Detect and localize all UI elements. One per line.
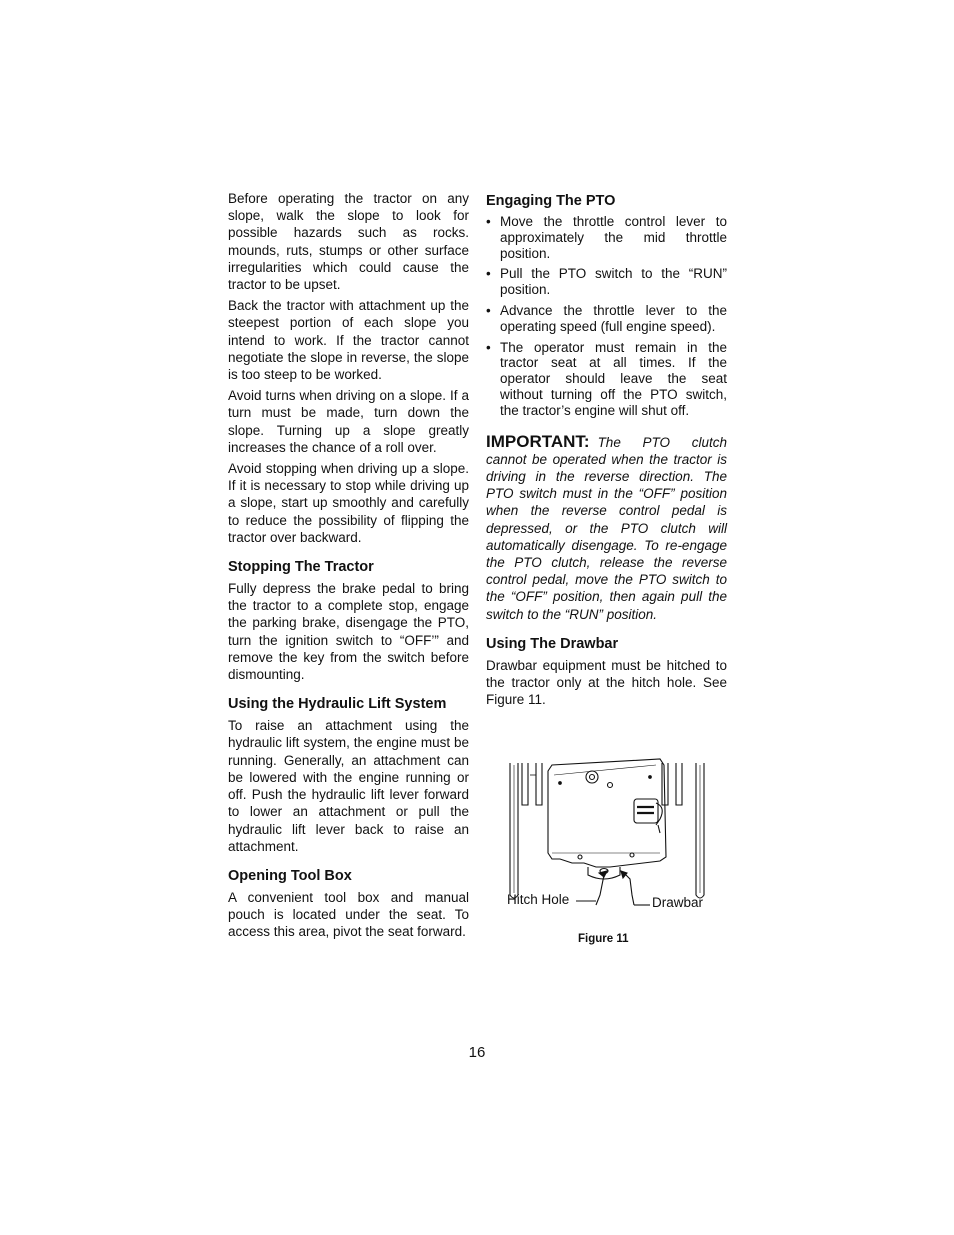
left-column	[228, 190, 469, 945]
bullet-icon: •	[486, 302, 491, 318]
pto-bullet-2	[486, 266, 727, 298]
right-column	[486, 190, 727, 712]
intro-paragraph-2: Back the tractor with attachment up the steepest portion of each slope you intend to work. If the tractor cannot negotiate the slope in reverse, the slope is too steep to be worked.	[228, 298, 469, 383]
stopping-heading: Stopping The Tractor	[228, 559, 374, 576]
pto-bullet-text: Advance the throttle lever to the operating speed (full engine speed).	[500, 302, 727, 334]
pto-bullet-4	[486, 340, 727, 419]
label-hitch-hole: Hitch Hole	[507, 892, 570, 907]
pto-bullet-list	[486, 214, 727, 419]
pto-bullet-1	[486, 214, 727, 261]
bullet-icon: •	[486, 214, 491, 229]
drawbar-illustration	[500, 755, 720, 955]
hydraulic-text: To raise an attachment using the hydraulic lift system, the engine must be running. Generally, an attachment can be lowered with the engine running or off. Push the hydraulic lift lever forward to lower an attachment or pull the hydraulic lift lever back to raise an attachment.	[228, 718, 469, 854]
important-note	[486, 433, 727, 623]
page-number: 16	[468, 1044, 486, 1061]
pto-heading: Engaging The PTO	[486, 193, 616, 209]
toolbox-text: A convenient tool box and manual pouch is located under the seat. To access this area, pivot the seat forward.	[228, 889, 469, 940]
figure-11	[500, 755, 720, 955]
intro-paragraph-3: Avoid turns when driving on a slope. If a turn must be made, turn down the slope. Turning up a slope greatly increases the chance of a roll over.	[228, 388, 469, 455]
pto-bullet-text: Move the throttle control lever to approximately the mid throttle position.	[500, 214, 727, 261]
pto-bullet-3	[486, 303, 727, 335]
figure-caption: Figure 11	[578, 933, 629, 945]
bullet-icon: •	[486, 339, 491, 355]
intro-paragraph-4: Avoid stopping when driving up a slope. If it is necessary to stop while driving up a slope, start up smoothly and carefully to reduce the possibility of flipping the tractor over backward.	[228, 461, 469, 545]
important-text: The PTO clutch cannot be operated when the tractor is driving in the reverse direction. The PTO switch must in the “OFF” position when the reverse control pedal is depressed, or the PTO clutch will automatically disengage. To re-engage the PTO clutch, release the reverse control pedal, move the PTO switch to the “OFF” position, then again pull the switch to the “RUN” position.	[486, 434, 727, 622]
intro-paragraph-1: Before operating the tractor on any slope, walk the slope to look for possible hazards such as rocks. mounds, ruts, stumps or other surface irregularities which could cause the tractor to be upset.	[228, 191, 469, 293]
drawbar-text: Drawbar equipment must be hitched to the tractor only at the hitch hole. See Figure 11.	[486, 657, 727, 708]
drawbar-heading: Using The Drawbar	[486, 635, 619, 652]
label-drawbar: Drawbar	[652, 895, 704, 910]
pto-bullet-text: The operator must remain in the tractor seat at all times. If the operator should leave the seat without turning off the PTO switch, the tractor’s engine will shut off.	[500, 339, 727, 418]
important-label: IMPORTANT:	[486, 431, 590, 451]
hydraulic-heading: Using the Hydraulic Lift System	[228, 696, 447, 713]
bullet-icon: •	[486, 266, 491, 282]
pto-bullet-text: Pull the PTO switch to the “RUN” position.	[500, 266, 727, 298]
stopping-text: Fully depress the brake pedal to bring the tractor to a complete stop, engage the parking brake, disengage the PTO, turn the ignition switch to “OFF’” and remove the key from the switch before dismounting.	[228, 581, 469, 683]
toolbox-heading: Opening Tool Box	[228, 867, 352, 884]
